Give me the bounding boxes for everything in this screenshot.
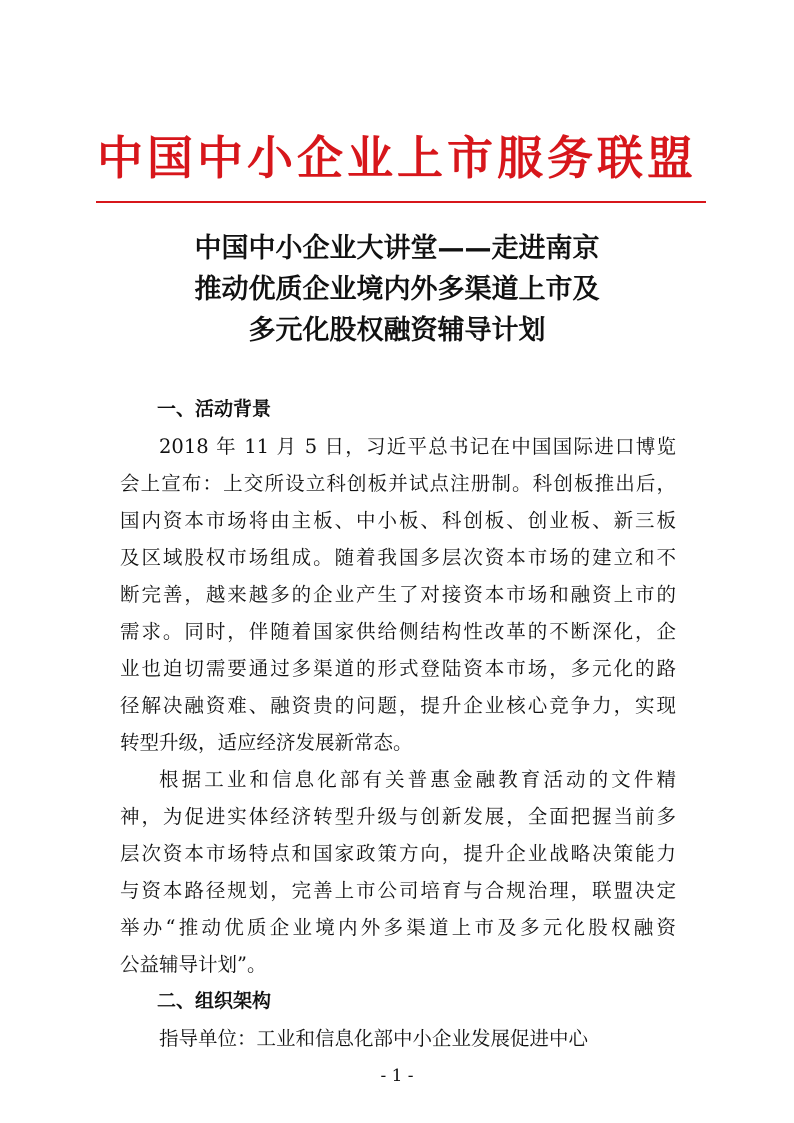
paragraph-line: 2018 年 11 月 5 日，习近平总书记在中国国际进口博览 — [159, 435, 676, 458]
paragraph-line: 国内资本市场将由主板、中小板、科创板、创业板、新三板 — [120, 509, 676, 532]
paragraph-line: 转型升级，适应经济发展新常态。 — [120, 731, 413, 754]
paragraph-line: 断完善，越来越多的企业产生了对接资本市场和融资上市的 — [120, 583, 676, 606]
paragraph-line: 及区域股权市场组成。随着我国多层次资本市场的建立和不 — [120, 546, 676, 569]
letterhead-red-rule — [96, 201, 706, 203]
paragraph-line: 径解决融资难、融资贵的问题，提升企业核心竞争力，实现 — [120, 694, 676, 717]
section-heading-background: 一、活动背景 — [157, 398, 272, 420]
document-body — [120, 391, 676, 1057]
document-title-line: 中国中小企业大讲堂——走进南京 — [194, 233, 600, 264]
paragraph-line: 神，为促进实体经济转型升级与创新发展，全面把握当前多 — [120, 805, 676, 828]
paragraph-line: 与资本路径规划，完善上市公司培育与合规治理，联盟决定 — [120, 879, 676, 902]
paragraph-line: 公益辅导计划”。 — [120, 953, 267, 976]
letterhead-title: 中国中小企业上市服务联盟 — [97, 131, 697, 185]
paragraph-line: 层次资本市场特点和国家政策方向，提升企业战略决策能力 — [120, 842, 676, 865]
document-title — [0, 228, 794, 351]
paragraph-background — [120, 428, 676, 761]
paragraph-line: 会上宣布：上交所设立科创板并试点注册制。科创板推出后， — [120, 472, 676, 495]
paragraph-line: 根据工业和信息化部有关普惠金融教育活动的文件精 — [159, 768, 676, 791]
paragraph-line: 需求。同时，伴随着国家供给侧结构性改革的不断深化，企 — [120, 620, 676, 643]
paragraph-line: 业也迫切需要通过多渠道的形式登陆资本市场，多元化的路 — [120, 657, 676, 680]
document-title-line: 多元化股权融资辅导计划 — [248, 315, 546, 346]
page-number: - 1 - — [380, 1066, 414, 1086]
guidance-unit-line: 指导单位：工业和信息化部中小企业发展促进中心 — [159, 1027, 589, 1050]
paragraph-purpose — [120, 761, 676, 983]
document-title-line: 推动优质企业境内外多渠道上市及 — [194, 274, 600, 305]
section-heading-organization: 二、组织架构 — [157, 990, 272, 1012]
paragraph-line: 举办“推动优质企业境内外多渠道上市及多元化股权融资 — [120, 916, 676, 939]
